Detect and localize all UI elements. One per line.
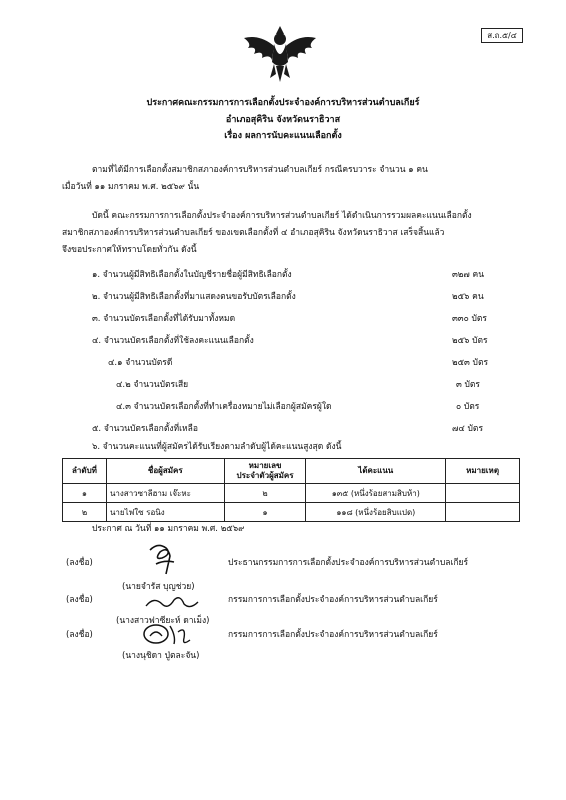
table-row: [63, 503, 520, 522]
district-line: อำเภอสุคิริน จังหวัดนราธิวาส: [225, 115, 341, 125]
sign-label: (ลงชื่อ): [66, 595, 93, 605]
signer-position: ประธานกรรมการการเลือกตั้งประจำองค์การบริหารส่วนตำบลเกียร์: [228, 558, 469, 568]
cell-note: [446, 484, 520, 503]
stat-value: ๒๕๓ บัตร: [452, 358, 489, 368]
stat-label: ๕. จำนวนบัตรเลือกตั้งที่เหลือ: [92, 424, 198, 434]
stat-value: ๒๕๖ บัตร: [452, 336, 488, 346]
cell-number: ๑: [224, 503, 306, 522]
stat-label: ๔.๒ จำนวนบัตรเสีย: [116, 380, 189, 390]
form-code-box: ส.ถ.๕/๔: [481, 28, 523, 43]
cell-name: นายไฟใซ รอนิง: [106, 503, 224, 522]
header-number-line2: ประจำตัวผู้สมัคร: [236, 471, 294, 480]
signer-name: (นายจำรัส บุญช่วย): [122, 582, 195, 592]
stat-label: ๔. จำนวนบัตรเลือกตั้งที่ใช้ลงคะแนนเลือกตั้ง: [92, 336, 254, 346]
stat-value: ๐ บัตร: [456, 402, 480, 412]
cell-rank: ๑: [63, 484, 107, 503]
signature-2-icon: [142, 592, 202, 614]
stat-label: ๖. จำนวนคะแนนที่ผู้สมัครได้รับเรียงตามลำดับผู้ได้คะแนนสูงสุด ดังนี้: [92, 442, 342, 452]
header-number: [224, 459, 306, 484]
signature-3-icon: [140, 622, 196, 648]
table-row: [63, 484, 520, 503]
intro-para2-line2: สมาชิกสภาองค์การบริหารส่วนตำบลเกียร์ ของเขตเลือกตั้งที่ ๔ อำเภอสุคิริน จังหวัดนราธิวาส เสร็จสิ้นแล้ว: [62, 228, 445, 238]
intro-para1-line2: เมื่อวันที่ ๑๑ มกราคม พ.ศ. ๒๕๖๙ นั้น: [62, 182, 200, 192]
stat-value: ๓๓๐ บัตร: [452, 314, 487, 324]
stat-label: ๓. จำนวนบัตรเลือกตั้งที่ได้รับมาทั้งหมด: [92, 314, 236, 324]
signer-position: กรรมการการเลือกตั้งประจำองค์การบริหารส่วนตำบลเกียร์: [228, 595, 438, 605]
sign-label: (ลงชื่อ): [66, 630, 93, 640]
cell-name: นางสาวซาลีฮาม เจ๊ะหะ: [106, 484, 224, 503]
signer-position: กรรมการการเลือกตั้งประจำองค์การบริหารส่วนตำบลเกียร์: [228, 630, 438, 640]
header-score: ได้คะแนน: [306, 459, 446, 484]
intro-para1-line1: ตามที่ได้มีการเลือกตั้งสมาชิกสภาองค์การบริหารส่วนตำบลเกียร์ กรณีครบวาระ จำนวน ๑ คน: [92, 165, 428, 175]
cell-rank: ๒: [63, 503, 107, 522]
stat-value: ๒๕๖ คน: [452, 292, 484, 302]
intro-para2-line3: จึงขอประกาศให้ทราบโดยทั่วกัน ดังนี้: [62, 245, 197, 255]
cell-note: [446, 503, 520, 522]
header-rank: ลำดับที่: [63, 459, 107, 484]
stat-label: ๑. จำนวนผู้มีสิทธิเลือกตั้งในบัญชีรายชื่อผู้มีสิทธิเลือกตั้ง: [92, 270, 292, 280]
stat-label: ๒. จำนวนผู้มีสิทธิเลือกตั้งที่มาแสดงตนขอรับบัตรเลือกตั้ง: [92, 292, 296, 302]
candidate-table: [62, 458, 520, 522]
stat-value: ๗๔ บัตร: [452, 424, 484, 434]
sign-label: (ลงชื่อ): [66, 558, 93, 568]
announce-date: ประกาศ ณ วันที่ ๑๑ มกราคม พ.ศ. ๒๕๖๙: [92, 524, 245, 534]
intro-para2-line1: บัดนี้ คณะกรรมการการเลือกตั้งประจำองค์การบริหารส่วนตำบลเกียร์ ได้ดำเนินการรวมผลคะแนนเลือกตั้ง: [92, 211, 472, 221]
cell-score: ๑๓๕ (หนึ่งร้อยสามสิบห้า): [306, 484, 446, 503]
signer-name: (นางนุชิดา ปู่ตละจัน): [122, 651, 200, 661]
header-number-line1: หมายเลข: [248, 461, 282, 470]
stat-label: ๔.๓ จำนวนบัตรเลือกตั้งที่ทำเครื่องหมายไม่เลือกผู้สมัครผู้ใด: [116, 402, 332, 412]
stat-value: ๓ บัตร: [456, 380, 480, 390]
garuda-emblem-icon: [240, 24, 320, 84]
signer-name: (นางสาวฟาซียะห์ ดาเม็ง): [116, 616, 210, 626]
cell-score: ๑๑๘ (หนึ่งร้อยสิบแปด): [306, 503, 446, 522]
stat-label: ๔.๑ จำนวนบัตรดี: [108, 358, 173, 368]
stat-value: ๓๒๗ คน: [452, 270, 485, 280]
announcement-title: ประกาศคณะกรรมการการเลือกตั้งประจำองค์การบริหารส่วนตำบลเกียร์: [146, 98, 420, 108]
header-name: ชื่อผู้สมัคร: [106, 459, 224, 484]
table-header-row: [63, 459, 520, 484]
cell-number: ๒: [224, 484, 306, 503]
header-note: หมายเหตุ: [446, 459, 520, 484]
subject-line: เรื่อง ผลการนับคะแนนเลือกตั้ง: [224, 131, 342, 141]
signature-1-icon: [142, 540, 182, 578]
